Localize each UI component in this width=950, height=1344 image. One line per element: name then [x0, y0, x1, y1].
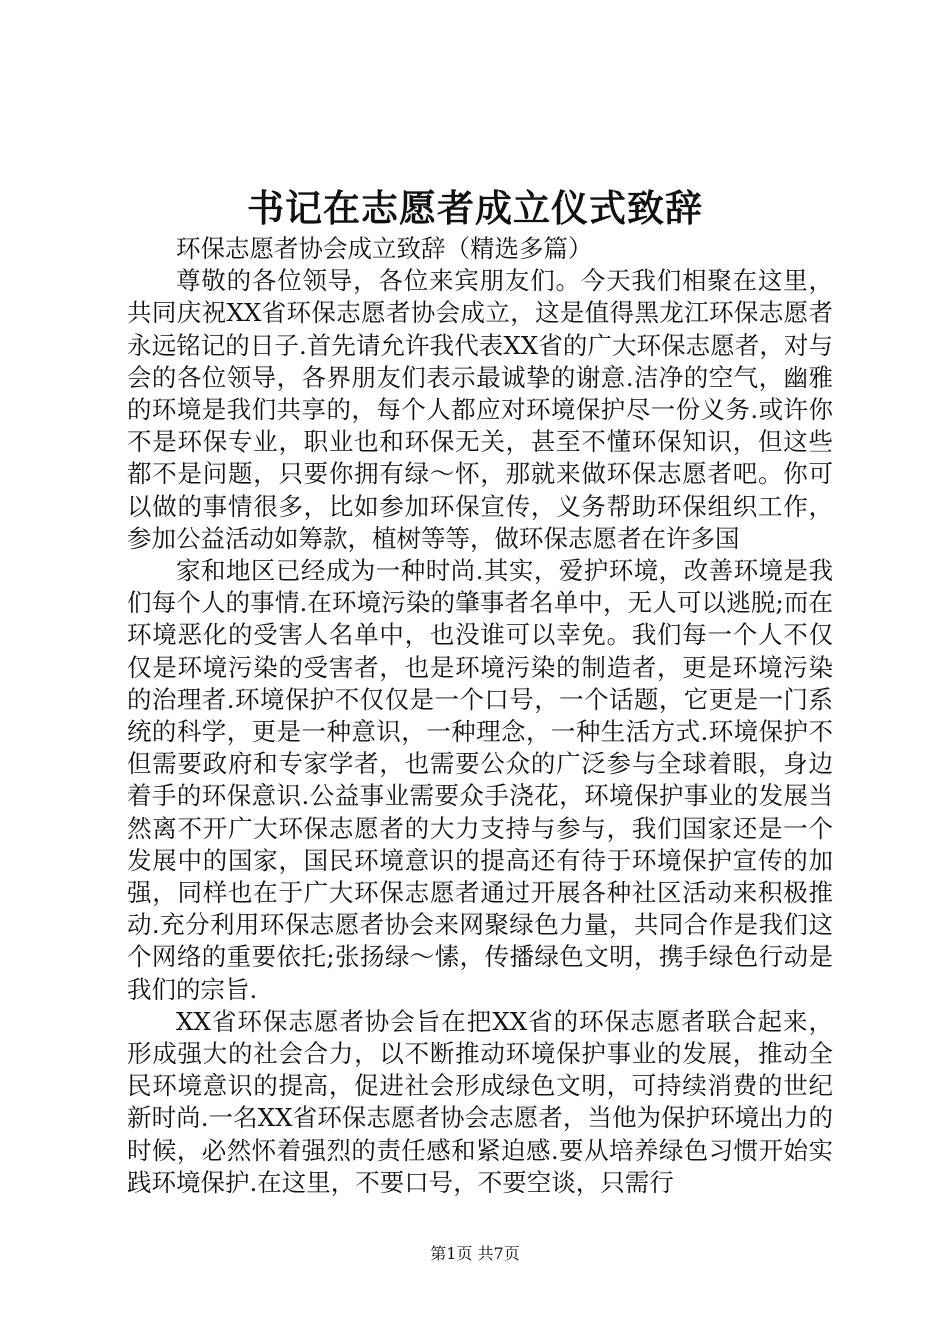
- document-body: [127, 233, 833, 1199]
- document-title: 书记在志愿者成立仪式致辞: [247, 186, 703, 230]
- paragraph-1: 尊敬的各位领导，各位来宾朋友们。今天我们相聚在这里，共同庆祝XX省环保志愿者协会成立，这是值得黑龙江环保志愿者永远铭记的日子.首先请允许我代表XX省的广大环保志愿者，对与会的各位领导，各界朋友们表示最诚挚的谢意.洁净的空气，幽雅的环境是我们共享的，每个人都应对环境保护尽一份义务.或许你不是环保专业，职业也和环保无关，甚至不懂环保知识，但这些都不是问题，只要你拥有绿～怀，那就来做环保志愿者吧。你可以做的事情很多，比如参加环保宣传，义务帮助环保组织工作，参加公益活动如筹款，植树等等，做环保志愿者在许多国: [127, 266, 833, 553]
- paragraph-subtitle: 环保志愿者协会成立致辞（精选多篇）: [176, 234, 593, 263]
- paragraph-2: 家和地区已经成为一种时尚.其实，爱护环境，改善环境是我们每个人的事情.在环境污染的肇事者名单中，无人可以逃脱;而在环境恶化的受害人名单中，也没谁可以幸免。我们每一个人不仅仅是环境污染的受害者，也是环境污染的制造者，更是环境污染的治理者.环境保护不仅仅是一个口号，一个话题，它更是一门系统的科学，更是一种意识，一种理念，一种生活方式.环境保护不但需要政府和专家学者，也需要公众的广泛参与全球着眼，身边着手的环保意识.公益事业需要众手浇花，环境保护事业的发展当然离不开广大环保志愿者的大力支持与参与，我们国家还是一个发展中的国家，国民环境意识的提高还有待于环境保护宣传的加强，同样也在于广大环保志愿者通过开展各种社区活动来积极推动.充分利用环保志愿者协会来网聚绿色力量，共同合作是我们这个网络的重要依托;张扬绿～愫，传播绿色文明，携手绿色行动是我们的宗旨.: [127, 556, 833, 1004]
- paragraph-3: XX省环保志愿者协会旨在把XX省的环保志愿者联合起来，形成强大的社会合力，以不断推动环境保护事业的发展，推动全民环境意识的提高，促进社会形成绿色文明，可持续消费的世纪新时尚.一名XX省环保志愿者协会志愿者，当他为保护环境出力的时候，必然怀着强烈的责任感和紧迫感.要从培养绿色习惯开始实践环境保护.在这里，不要口号，不要空谈，只需行: [127, 1006, 833, 1197]
- page-number-footer: 第1页 共7页: [430, 1244, 520, 1263]
